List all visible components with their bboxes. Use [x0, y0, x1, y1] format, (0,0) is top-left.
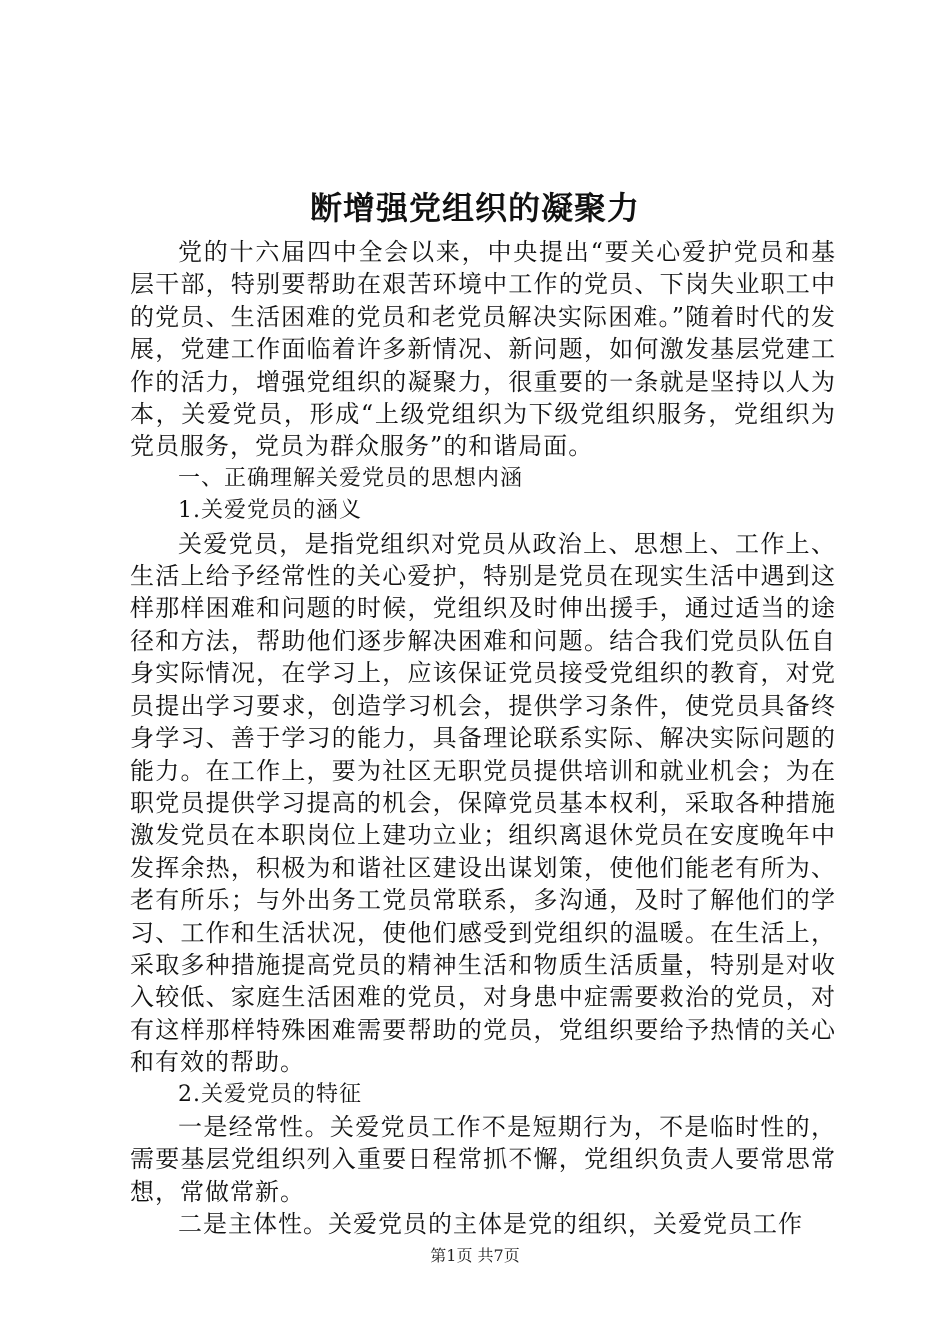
subsection-heading-2: 2.关爱党员的特征 [178, 1081, 362, 1107]
feature-paragraph-2: 二是主体性。关爱党员的主体是党的组织，关爱党员工作 [178, 1210, 803, 1239]
document-title: 断增强党组织的凝聚力 [309, 189, 640, 227]
page-footer: 第1页 共7页 [430, 1246, 520, 1265]
feature-paragraph-1: 一是经常性。关爱党员工作不是短期行为，不是临时性的，需要基层党组织列入重要日程常抓不懈，党组织负责人要常思常想，常做常新。 [130, 1112, 836, 1206]
intro-paragraph: 党的十六届四中全会以来，中央提出“要关心爱护党员和基层干部，特别要帮助在艰苦环境中工作的党员、下岗失业职工中的党员、生活困难的党员和老党员解决实际困难。”随着时代的发展，党建工作面临着许多新情况、新问题，如何激发基层党建工作的活力，增强党组织的凝聚力，很重要的一条就是坚持以人为本，关爱党员，形成“上级党组织为下级党组织服务，党组织为党员服务，党员为群众服务”的和谐局面。 [130, 238, 836, 461]
definition-paragraph: 关爱党员，是指党组织对党员从政治上、思想上、工作上、生活上给予经常性的关心爱护，特别是党员在现实生活中遇到这样那样困难和问题的时候，党组织及时伸出援手，通过适当的途径和方法，帮助他们逐步解决困难和问题。结合我们党员队伍自身实际情况，在学习上，应该保证党员接受党组织的教育，对党员提出学习要求，创造学习机会，提供学习条件，使党员具备终身学习、善于学习的能力，具备理论联系实际、解决实际问题的能力。在工作上，要为社区无职党员提供培训和就业机会；为在职党员提供学习提高的机会，保障党员基本权利，采取各种措施激发党员在本职岗位上建功立业；组织离退休党员在安度晚年中发挥余热，积极为和谐社区建设出谋划策，使他们能老有所为、老有所乐；与外出务工党员常联系，多沟通，及时了解他们的学习、工作和生活状况，使他们感受到党组织的温暖。在生活上，采取多种措施提高党员的精神生活和物质生活质量，特别是对收入较低、家庭生活困难的党员，对身患中症需要救治的党员，对有这样那样特殊困难需要帮助的党员，党组织要给予热情的关心和有效的帮助。 [130, 529, 836, 1077]
section-heading-1: 一、正确理解关爱党员的思想内涵 [178, 465, 524, 491]
document-body [130, 236, 836, 1241]
subsection-heading-1: 1.关爱党员的涵义 [178, 498, 362, 524]
